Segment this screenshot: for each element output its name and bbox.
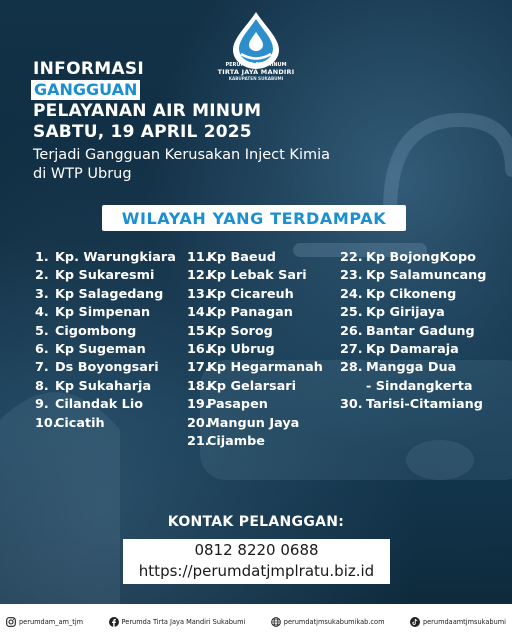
area-item [35,287,176,305]
area-item [187,360,323,378]
area-item [35,342,176,360]
facebook-icon [109,617,119,627]
social-footer [0,604,512,640]
area-number: 11. [187,250,210,265]
heading-gangguan-badge: GANGGUAN [31,80,140,100]
area-item [187,324,323,342]
area-name: Cicatih [55,415,105,431]
footer-tiktok[interactable] [410,617,506,627]
area-number: 22. [340,250,363,265]
area-number: 23. [340,268,363,284]
description-line-2: di WTP Ubrug [33,166,132,182]
area-name: Kp Baeud [207,250,276,265]
area-name: Kp Ubrug [207,341,275,357]
area-item [187,305,323,323]
area-item [35,416,176,434]
area-name: Kp. Warungkiara [55,250,176,265]
globe-icon [271,617,281,627]
area-number: 21. [187,433,210,449]
area-number: 8. [35,378,49,394]
area-item [35,360,176,378]
area-name: Mangun Jaya [207,415,300,431]
water-drop-logo-icon [225,10,287,70]
area-number: 14. [187,305,210,321]
area-name: Ds Boyongsari [55,360,159,376]
area-name: Kp Lebak Sari [207,268,307,284]
area-number: 12. [187,268,210,284]
area-number: 16. [187,341,210,357]
area-name: Kp Hegarmanah [207,360,323,376]
area-number: 15. [187,323,210,339]
area-number: 30. [340,397,363,413]
website-address: perumdatjmsukabumikab.com [283,618,385,626]
logo-line3: KABUPATEN SUKABUMI [228,76,284,81]
area-name: Bantar Gadung [366,323,475,339]
area-number: 27. [340,341,363,357]
contact-phone[interactable]: 0812 8220 0688 [194,541,319,559]
area-name: Mangga Dua [366,360,457,376]
area-item [35,305,176,323]
area-item [35,397,176,415]
area-number: 1. [35,250,49,265]
area-number: 19. [187,397,210,413]
tiktok-handle: perumdaamtjmsukabumi [422,618,506,626]
area-item [187,268,323,286]
area-item [187,287,323,305]
area-item [187,416,323,434]
area-name: Kp BojongKopo [366,250,476,265]
area-number: 17. [187,360,210,376]
area-number: 5. [35,323,49,339]
area-number: 28. [340,360,363,376]
area-name: Kp Simpenan [55,305,151,321]
logo-wordmark [206,62,306,82]
area-name: Cilandak Lio [55,397,144,413]
area-item [340,342,486,360]
tiktok-icon [410,617,420,627]
area-name: Kp Sorog [207,323,273,339]
area-number: 10. [35,415,58,431]
area-name: Kp Sukaresmi [55,268,155,284]
footer-website[interactable] [271,617,385,627]
area-item [340,305,486,323]
logo-line2: TIRTA JAYA MANDIRI [217,68,295,76]
area-name: Cigombong [55,323,137,339]
area-item [340,250,486,268]
area-number: 9. [35,397,49,413]
area-number: 18. [187,378,210,394]
area-name: Kp Panagan [207,305,293,321]
contact-url[interactable]: https://perumdatjmplratu.biz.id [138,562,375,580]
area-number: 4. [35,305,49,321]
area-item [340,287,486,305]
area-number: 20. [187,415,210,431]
footer-facebook[interactable] [109,617,246,627]
area-name: Kp Gelarsari [207,378,296,394]
area-list-column-2 [187,250,323,452]
area-number: 24. [340,286,363,302]
area-item [340,379,486,397]
area-item [187,250,323,268]
area-name: - Sindangkerta [366,378,473,394]
instagram-handle: perumdam_am_tjm [19,618,84,626]
instagram-icon [6,617,16,627]
logo-line1: PERUMDA AIR MINUM [225,62,287,68]
area-number: 13. [187,286,210,302]
area-item [187,342,323,360]
area-number: 3. [35,286,49,302]
area-item [340,397,486,415]
heading-pelayanan: PELAYANAN AIR MINUM [33,101,262,121]
area-list-column-3 [340,250,486,416]
announcement-date: SABTU, 19 APRIL 2025 [33,122,252,142]
contact-title: KONTAK PELANGGAN: [167,514,345,530]
area-item [187,379,323,397]
area-name: Kp Sukaharja [55,378,152,394]
area-name: Tarisi-Citamiang [366,397,483,413]
area-name: Kp Salagedang [55,286,164,302]
area-name: Cijambe [207,433,265,449]
area-name: Kp Damaraja [366,341,459,357]
area-item [35,324,176,342]
area-item [340,268,486,286]
area-number: 7. [35,360,49,376]
area-item [187,397,323,415]
facebook-page: Perumda Tirta Jaya Mandiri Sukabumi [121,618,246,626]
area-name: Pasapen [207,397,268,413]
description-line-1: Terjadi Gangguan Kerusakan Inject Kimia [33,147,331,163]
area-item [35,250,176,268]
area-name: Kp Sugeman [55,341,146,357]
area-name: Kp Girijaya [366,305,445,321]
area-name: Kp Cikoneng [366,286,457,302]
area-number: 26. [340,323,363,339]
heading-informasi: INFORMASI [33,59,145,79]
area-name: Kp Cicareuh [207,286,294,302]
area-name: Kp Salamuncang [366,268,487,284]
area-number: 25. [340,305,363,321]
area-list-column-1 [35,250,176,434]
area-item [187,434,323,452]
affected-areas-banner: WILAYAH YANG TERDAMPAK [102,205,406,231]
area-item [340,324,486,342]
contact-box [123,539,390,584]
area-number: 6. [35,341,49,357]
footer-instagram[interactable] [6,617,83,627]
area-item [35,268,176,286]
area-item [340,360,486,378]
area-number: 2. [35,268,49,284]
area-item [35,379,176,397]
